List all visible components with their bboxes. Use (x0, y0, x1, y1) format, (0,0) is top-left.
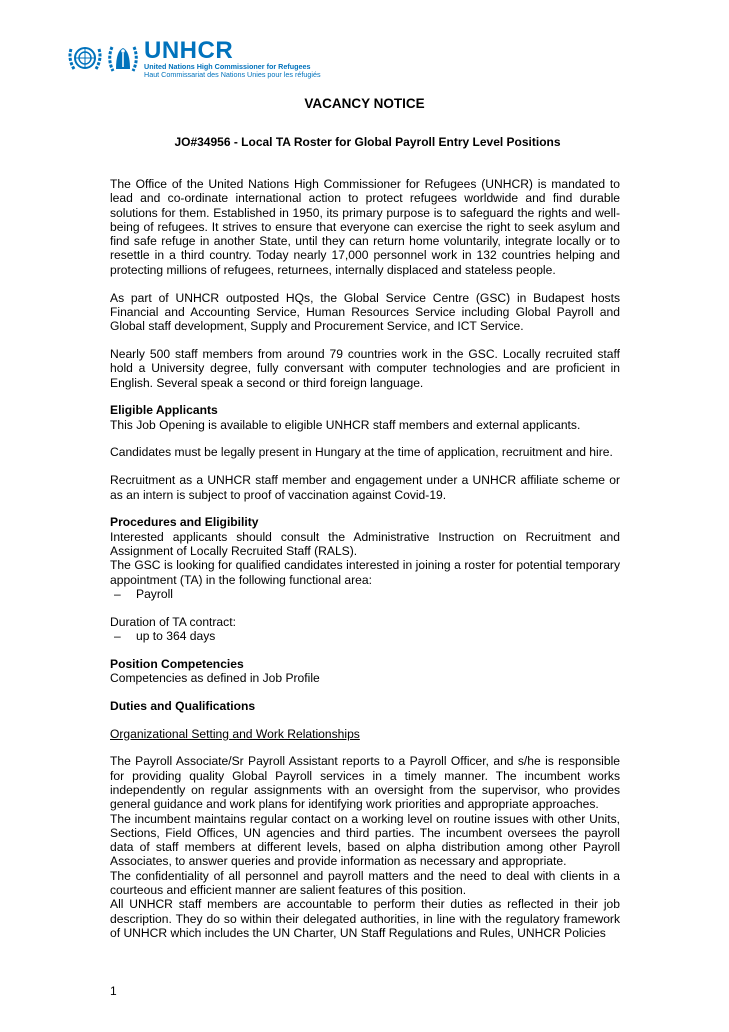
eligible-paragraph: Recruitment as a UNHCR staff member and engagement under a UNHCR affiliate scheme or as an intern is subject to proof of vaccination against Covid-19. (110, 473, 620, 502)
intro-paragraph: The Office of the United Nations High Commissioner for Refugees (UNHCR) is mandated to lead and co-ordinate international action to protect refugees worldwide and find durable solutions for them. Established in 1950, its primary purpose is to safeguard the rights and well-being of refugees. It strives to ensure that everyone can exercise the right to seek asylum and find safe refuge in another State, until they can return home voluntarily, integrate locally or to resettle in a third country. Today nearly 17,000 personnel work in 132 countries helping and protecting millions of refugees, returnees, internally displaced and stateless people. (110, 177, 620, 277)
document-body (110, 177, 620, 940)
competencies-text: Competencies as defined in Job Profile (110, 671, 320, 686)
eligible-paragraph: This Job Opening is available to eligible UNHCR staff members and external applicants. (110, 417, 581, 432)
competencies-heading: Position Competencies (110, 656, 244, 671)
duties-heading: Duties and Qualifications (110, 698, 256, 713)
intro-paragraph: Nearly 500 staff members from around 79 countries work in the GSC. Locally recruited staff hold a University degree, fully conversant with computer technologies and are proficient in English. Several speak a second or third foreign language. (110, 346, 620, 390)
functional-area-item (114, 587, 620, 601)
functional-area-label: Payroll (136, 586, 173, 601)
eligible-paragraph: Candidates must be legally present in Hungary at the time of application, recruitment and hire. (110, 445, 613, 460)
procedures-paragraph: Interested applicants should consult the Administrative Instruction on Recruitment and Assignment of Locally Recruited Staff (RALS). (110, 529, 620, 558)
dash-bullet: – (114, 628, 121, 643)
duties-paragraph: The confidentiality of all personnel and payroll matters and the need to deal with clients in a courteous and efficient manner are salient features of this position. (110, 868, 620, 898)
unhcr-logo (66, 36, 321, 79)
logo-brand: UNHCR (144, 36, 234, 64)
unhcr-emblem-icon (106, 41, 140, 77)
org-setting-subheading: Organizational Setting and Work Relationships (110, 726, 360, 741)
duties-paragraph: The incumbent maintains regular contact on a working level on routine issues with other Units, Sections, Field Offices, UN agencies and third parties. The incumbent oversees the payroll data of staff members at different levels, based on alpha distribution among other Payroll Associates, to answer queries and provide information as necessary and appropriate. (110, 811, 620, 869)
page-number: 1 (110, 984, 117, 998)
duties-paragraph: All UNHCR staff members are accountable to perform their duties as reflected in their job description. They do so within their delegated authorities, in line with the regulatory framework of UNHCR which includes the UN Charter, UN Staff Regulations and Rules, UNHCR Policies (110, 897, 620, 940)
document-subtitle: JO#34956 - Local TA Roster for Global Payroll Entry Level Positions (174, 135, 561, 149)
intro-paragraph: As part of UNHCR outposted HQs, the Global Service Centre (GSC) in Budapest hosts Financial and Accounting Service, Human Resources Service including Global Payroll and Global staff development, Supply and Procurement Service, and ICT Service. (110, 290, 620, 334)
procedures-paragraph: The GSC is looking for qualified candidates interested in joining a roster for potential temporary appointment (TA) in the following functional area: (110, 558, 620, 587)
duties-paragraph: The Payroll Associate/Sr Payroll Assistant reports to a Payroll Officer, and s/he is responsible for providing quality Global Payroll services in a timely manner. The incumbent works independently on regular assignments with an oversight from the supervisor, who provides general guidance and work plans for identifying work priorities and appropriate approaches. (110, 754, 620, 812)
dash-bullet: – (114, 586, 121, 601)
logo-french-name: Haut Commissariat des Nations Unies pour les réfugiés (144, 69, 321, 79)
duration-value: up to 364 days (136, 628, 216, 643)
duration-label: Duration of TA contract: (110, 614, 236, 629)
un-emblem-icon (66, 41, 104, 77)
document-title: VACANCY NOTICE (304, 96, 425, 111)
eligible-applicants-heading: Eligible Applicants (110, 403, 218, 418)
procedures-heading: Procedures and Eligibility (110, 515, 259, 530)
logo-english-name: United Nations High Commissioner for Refugees (144, 61, 311, 71)
duration-item (114, 629, 620, 643)
